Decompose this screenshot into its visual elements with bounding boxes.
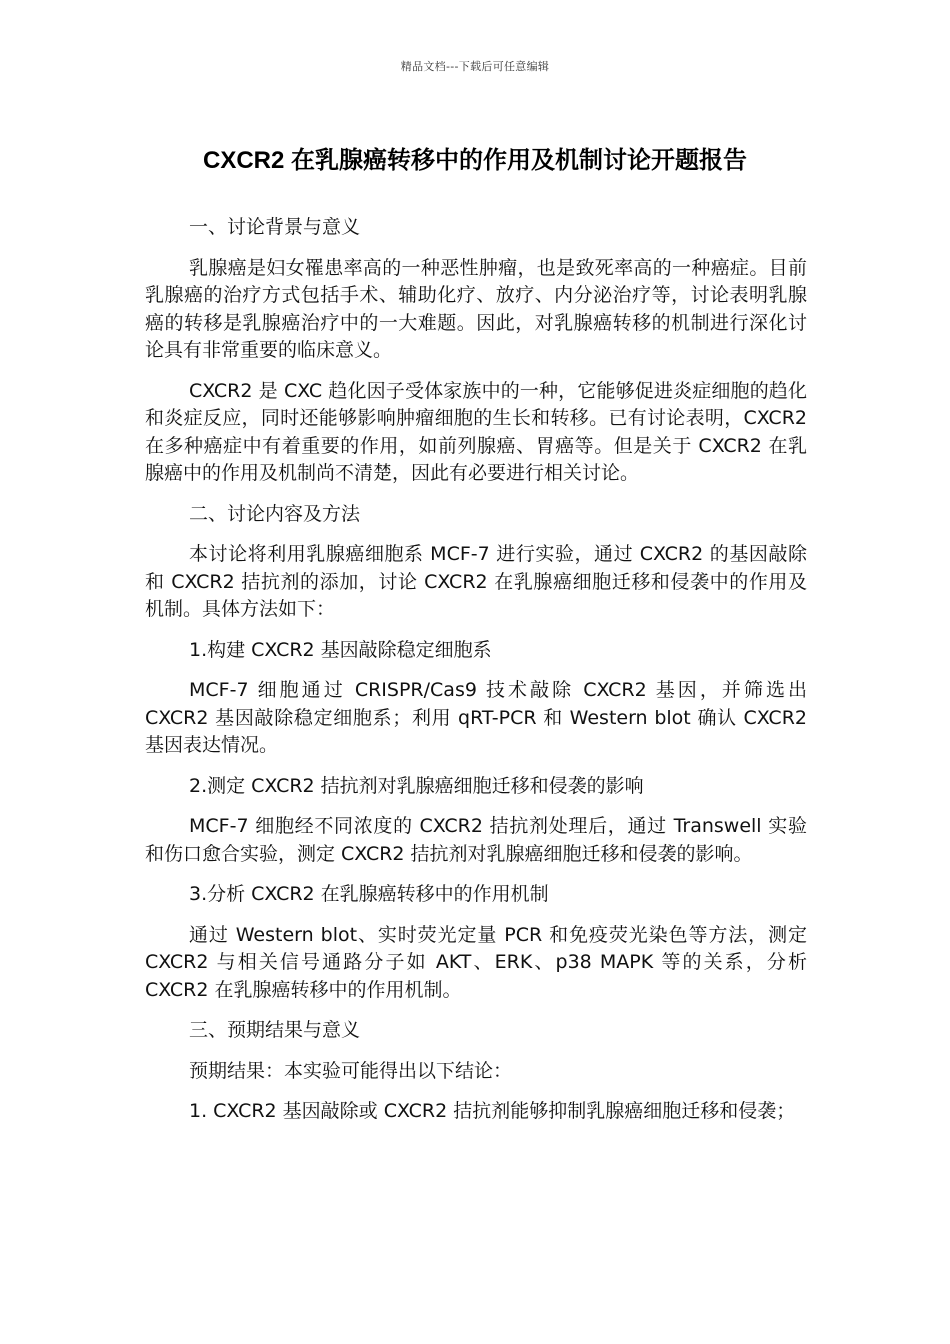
section-heading-methods: 二、讨论内容及方法 bbox=[189, 502, 361, 525]
paragraph-method-1: MCF-7 细胞通过 CRISPR/Cas9 技术敲除 CXCR2 基因，并筛选出 CXCR2 基因敲除稳定细胞系；利用 qRT-PCR 和 Western blot 确认 CXCR2 基因表达情况。 bbox=[145, 679, 807, 756]
method-heading-2: 2.测定 CXCR2 拮抗剂对乳腺癌细胞迁移和侵袭的影响 bbox=[189, 774, 644, 797]
method-heading-3: 3.分析 CXCR2 在乳腺癌转移中的作用机制 bbox=[189, 883, 549, 905]
section-heading-background: 一、讨论背景与意义 bbox=[189, 216, 361, 238]
paragraph-expected-intro: 预期结果：本实验可能得出以下结论： bbox=[189, 1059, 513, 1082]
paragraph-cxcr2-intro: CXCR2 是 CXC 趋化因子受体家族中的一种，它能够促进炎症细胞的趋化和炎症反应，同时还能够影响肿瘤细胞的生长和转移。已有讨论表明，CXCR2 在多种癌症中有着重要的作用，如前列腺癌、胃癌等。但是关于 CXCR2 在乳腺癌中的作用及机制尚不清楚，因此有必要进行相关讨论。 bbox=[145, 379, 807, 484]
paragraph-method-3: 通过 Western blot、实时荧光定量 PCR 和免疫荧光染色等方法，测定 CXCR2 与相关信号通路分子如 AKT、ERK、p38 MAPK 等的关系，分析 CXCR2 在乳腺癌转移中的作用机制。 bbox=[145, 923, 807, 1001]
header-note: 精品文档---下载后可任意编辑 bbox=[400, 60, 550, 73]
paragraph-method-2: MCF-7 细胞经不同浓度的 CXCR2 拮抗剂处理后，通过 Transwell 实验和伤口愈合实验，测定 CXCR2 拮抗剂对乳腺癌细胞迁移和侵袭的影响。 bbox=[145, 815, 807, 865]
paragraph-methods-intro: 本讨论将利用乳腺癌细胞系 MCF-7 进行实验，通过 CXCR2 的基因敲除和 CXCR2 拮抗剂的添加，讨论 CXCR2 在乳腺癌细胞迁移和侵袭中的作用及机制。具体方法如下： bbox=[145, 543, 807, 620]
section-heading-expected: 三、预期结果与意义 bbox=[189, 1019, 361, 1041]
paragraph-expected-1: 1. CXCR2 基因敲除或 CXCR2 拮抗剂能够抑制乳腺癌细胞迁移和侵袭； bbox=[189, 1100, 796, 1122]
document-body bbox=[145, 214, 807, 1139]
paragraph-background: 乳腺癌是妇女罹患率高的一种恶性肿瘤，也是致死率高的一种癌症。目前乳腺癌的治疗方式包括手术、辅助化疗、放疗、内分泌治疗等，讨论表明乳腺癌的转移是乳腺癌治疗中的一大难题。因此，对乳腺癌转移的机制进行深化讨论具有非常重要的临床意义。 bbox=[145, 256, 807, 361]
document-title: CXCR2 在乳腺癌转移中的作用及机制讨论开题报告 bbox=[202, 147, 748, 174]
method-heading-1: 1.构建 CXCR2 基因敲除稳定细胞系 bbox=[189, 638, 492, 661]
